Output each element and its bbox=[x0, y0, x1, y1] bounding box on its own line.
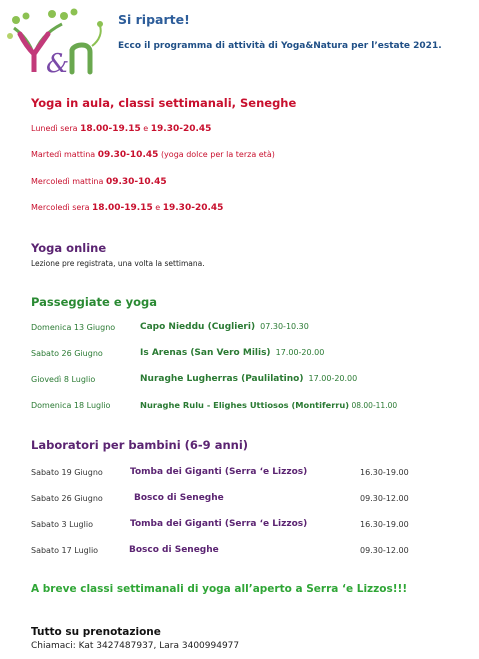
walk-date: Domenica 13 Giugno bbox=[31, 323, 116, 332]
schedule-day: Martedì mattina bbox=[31, 150, 96, 159]
header-subtitle: Ecco il programma di attività di Yoga&Natura per l’estate 2021. bbox=[118, 41, 442, 51]
lab-place-text: Tomba dei Giganti (Serra ‘e Lizzos) bbox=[130, 519, 308, 529]
walk-place: Is Arenas (San Vero Milis) bbox=[140, 348, 271, 358]
walk-place: Capo Nieddu (Cuglieri) bbox=[140, 322, 256, 332]
lab-place-text: Bosco di Seneghe bbox=[129, 545, 219, 555]
lab-place bbox=[129, 545, 219, 555]
lab-place bbox=[130, 467, 307, 477]
walk-row-detail bbox=[140, 322, 309, 332]
schedule-sep: e bbox=[143, 124, 149, 133]
svg-text:&: & bbox=[46, 49, 70, 78]
walk-row-detail bbox=[140, 374, 357, 384]
announcement: A breve classi settimanali di yoga all’aperto a Serra ‘e Lizzos!!! bbox=[31, 583, 408, 595]
lab-date: Sabato 3 Luglio bbox=[31, 520, 93, 529]
schedule-row bbox=[31, 124, 211, 134]
lab-date: Sabato 19 Giugno bbox=[31, 468, 103, 477]
lab-time: 16.30-19.00 bbox=[360, 468, 409, 477]
schedule-day: Mercoledì mattina bbox=[31, 177, 104, 186]
walk-place: Nuraghe Rulu - Elighes Uttiosos (Montiferru) bbox=[140, 400, 350, 410]
schedule-day: Lunedì sera bbox=[31, 124, 78, 133]
lab-place bbox=[134, 493, 224, 503]
walk-date: Domenica 18 Luglio bbox=[31, 401, 111, 410]
lab-date: Sabato 17 Luglio bbox=[31, 546, 99, 555]
contact-heading: Tutto su prenotazione bbox=[31, 626, 161, 638]
walk-row-detail bbox=[140, 348, 324, 358]
walk-time: 17.00-20.00 bbox=[308, 374, 358, 383]
schedule-day: Mercoledì sera bbox=[31, 203, 90, 212]
schedule-note: (yoga dolce per la terza età) bbox=[160, 150, 275, 159]
contact-phones: Chiamaci: Kat 3427487937, Lara 3400994977 bbox=[31, 641, 240, 651]
section-heading-yoga-aula: Yoga in aula, classi settimanali, Seneghe bbox=[31, 96, 297, 110]
yoga-natura-logo bbox=[4, 6, 110, 78]
schedule-time: 09.30-10.45 bbox=[105, 177, 167, 187]
walk-row bbox=[31, 401, 110, 410]
schedule-time: 09.30-10.45 bbox=[97, 150, 159, 160]
walk-place: Nuraghe Lugherras (Paulilatino) bbox=[140, 374, 304, 384]
walk-time: 08.00-11.00 bbox=[351, 401, 398, 410]
lab-place-text: Tomba dei Giganti (Serra ‘e Lizzos) bbox=[130, 467, 308, 477]
section-heading-passeggiate: Passeggiate e yoga bbox=[31, 295, 158, 309]
lab-place bbox=[130, 519, 307, 529]
walk-row bbox=[31, 349, 103, 358]
section-heading-laboratori: Laboratori per bambini (6-9 anni) bbox=[31, 438, 249, 452]
schedule-row bbox=[31, 150, 275, 160]
walk-row bbox=[31, 323, 115, 332]
lab-time: 09.30-12.00 bbox=[360, 546, 409, 555]
walk-time: 07.30-10.30 bbox=[260, 322, 309, 331]
lab-time: 16.30-19.00 bbox=[360, 520, 409, 529]
section-heading-yoga-online: Yoga online bbox=[31, 241, 107, 255]
schedule-sep: e bbox=[155, 203, 161, 212]
walk-row-detail bbox=[140, 400, 397, 410]
schedule-time: 18.00-19.15 bbox=[92, 203, 153, 213]
schedule-row bbox=[31, 203, 223, 213]
schedule-time: 18.00-19.15 bbox=[80, 124, 141, 134]
schedule-row bbox=[31, 177, 167, 187]
walk-row bbox=[31, 375, 95, 384]
header-title: Si riparte! bbox=[118, 12, 190, 27]
lab-date: Sabato 26 Giugno bbox=[31, 494, 103, 503]
schedule-time: 19.30-20.45 bbox=[162, 203, 224, 213]
walk-time: 17.00-20.00 bbox=[275, 348, 325, 357]
lab-time: 09.30-12.00 bbox=[360, 494, 409, 503]
walk-date: Sabato 26 Giugno bbox=[31, 349, 103, 358]
schedule-time: 19.30-20.45 bbox=[150, 124, 212, 134]
yoga-online-note: Lezione pre registrata, una volta la settimana. bbox=[31, 259, 205, 268]
lab-place-text: Bosco di Seneghe bbox=[134, 493, 224, 503]
walk-date: Giovedì 8 Luglio bbox=[31, 375, 96, 384]
